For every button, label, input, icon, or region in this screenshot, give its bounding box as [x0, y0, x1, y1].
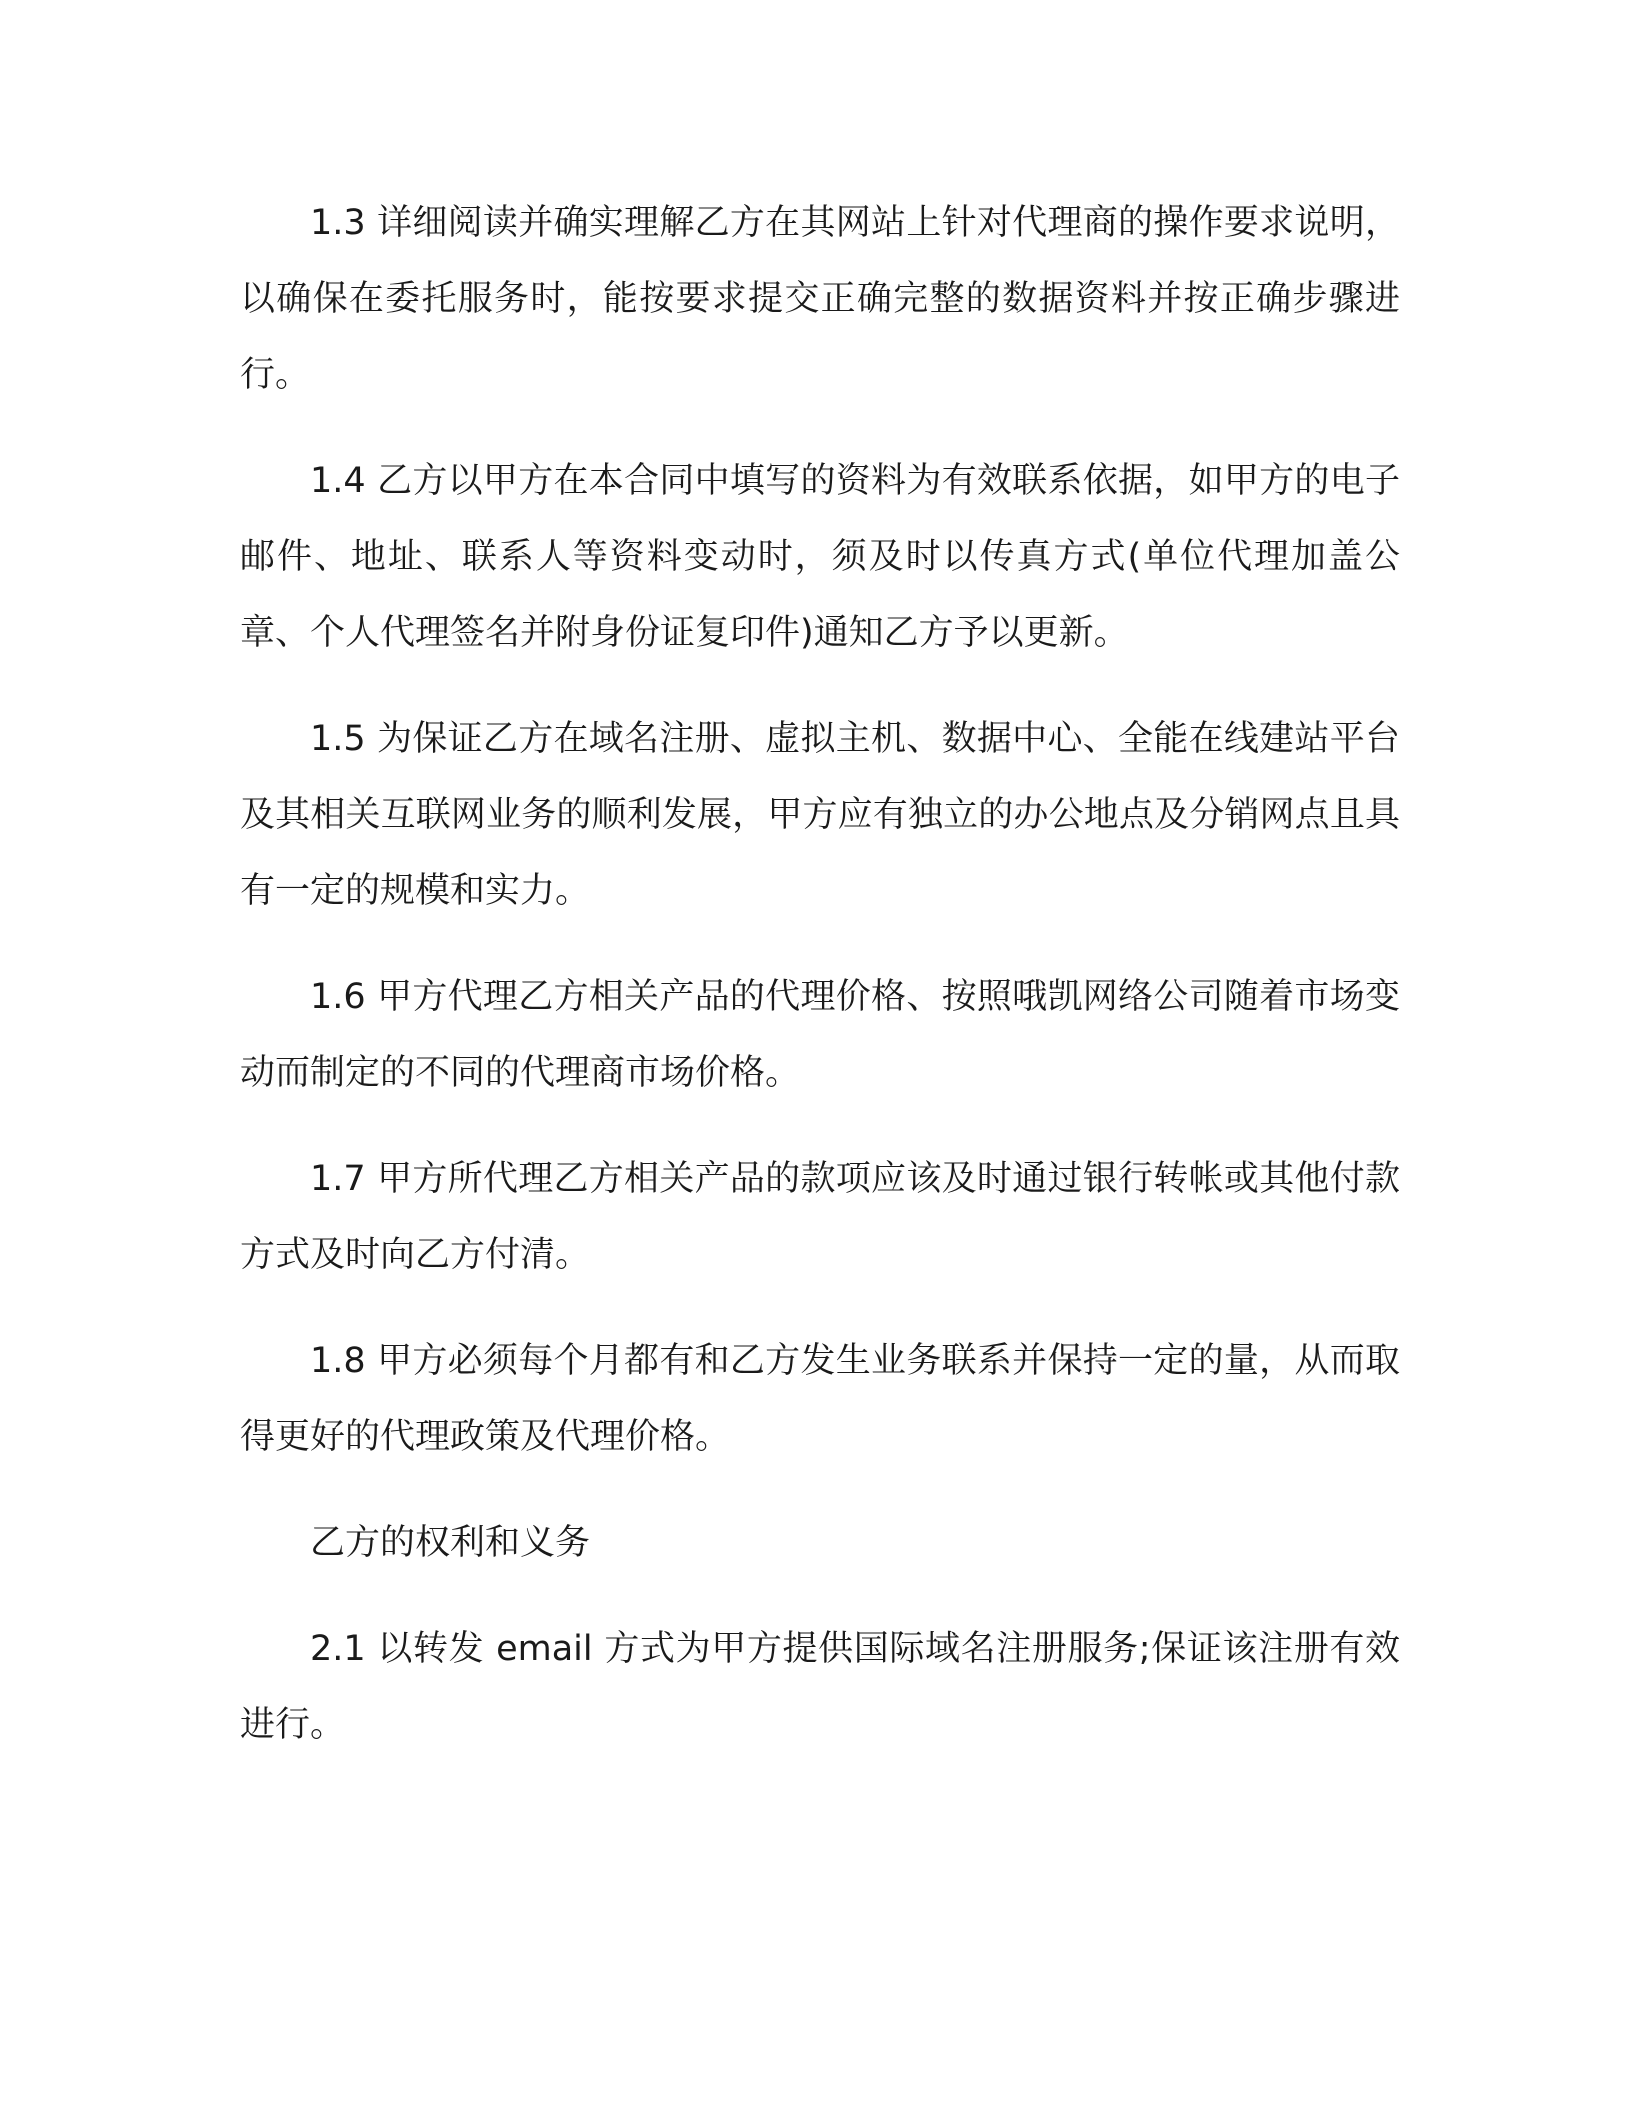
section-heading-party-b-rights: 乙方的权利和义务 — [310, 1523, 591, 1563]
clause-2-1: 2.1 以转发 email 方式为甲方提供国际域名注册服务;保证该注册有效进行。 — [240, 1629, 1400, 1745]
clause-1-5: 1.5 为保证乙方在域名注册、虚拟主机、数据中心、全能在线建站平台及其相关互联网业务的顺利发展，甲方应有独立的办公地点及分销网点且具有一定的规模和实力。 — [240, 719, 1400, 911]
clause-1-7: 1.7 甲方所代理乙方相关产品的款项应该及时通过银行转帐或其他付款方式及时向乙方付清。 — [240, 1159, 1400, 1275]
clause-1-4: 1.4 乙方以甲方在本合同中填写的资料为有效联系依据，如甲方的电子邮件、地址、联系人等资料变动时，须及时以传真方式(单位代理加盖公章、个人代理签名并附身份证复印件)通知乙方予以更新。 — [240, 461, 1400, 653]
document-body — [240, 185, 1400, 1793]
clause-1-8: 1.8 甲方必须每个月都有和乙方发生业务联系并保持一定的量，从而取得更好的代理政策及代理价格。 — [240, 1341, 1400, 1457]
clause-1-6: 1.6 甲方代理乙方相关产品的代理价格、按照哦凯网络公司随着市场变动而制定的不同的代理商市场价格。 — [240, 977, 1400, 1093]
clause-1-3: 1.3 详细阅读并确实理解乙方在其网站上针对代理商的操作要求说明，以确保在委托服务时，能按要求提交正确完整的数据资料并按正确步骤进行。 — [240, 203, 1400, 395]
